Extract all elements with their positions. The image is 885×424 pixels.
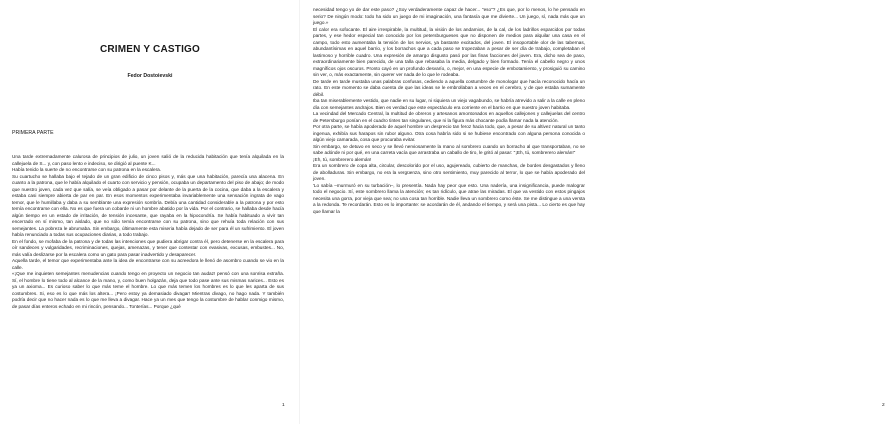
page-number: 1 xyxy=(282,403,285,408)
page-2-body xyxy=(313,7,585,215)
page-1 xyxy=(0,0,300,424)
author-name: Fedor Dostoievski xyxy=(127,73,173,79)
body-text: necesidad tengo yo de dar este paso? ¿Soy verdaderamente capaz de hacer... "eso"? ¿Es que, por lo menos, lo he pensado en serio? De ningún modo: todo ha sido un juego de mi imaginación, una fantasía que me divierte... Un juego, sí, nada más que un juego.» El calor era sofocante. El aire irrespirable, la multitud, la visión de los andamios, de la cal, de los ladrillos esparcidos por todas partes, y ese hedor especial tan conocido por los petersburgueses que no disponen de medios para alquilar una casa en el campo, todo esto aumentaba la tensión de los nervios, ya bastante excitados, del joven. El insoportable olor de las tabernas, abundantísimas en aquel barrio, y los borrachos que a cada paso se tropezaban a pesar de ser día de trabajo, completaban el lastimoso y horrible cuadro. Una expresión de amargo disgusto pasó por las finas facciones del joven. Era, dicho sea de paso, extraordinariamente bien parecido, de una talla que rebasaba la media, delgado y bien formado. Tenía el cabello negro y unos magníficos ojos oscuros. Pronto cayó en un profundo desvarío, o, mejor, en una especie de embotamiento, y prosiguió su camino sin ver, o, más exactamente, sin querer ver nada de lo que le rodeaba. De tarde en tarde mustaba unas palabras confusas, cediendo a aquella costumbre de monologar que hacía reconocido hacía un rato. En este momento se daba cuenta de que las ideas se le embrollaban a veces en el cerebro, y de que estaba sumamente débil. Iba tan miserablemente vestido, que nadie en su lugar, ni siquiera un viejo vagabundo, se habría atrevido a salir a la calle en pleno día con semejantes andrajos. Bien es verdad que este espectáculo era corriente en el barrio en que nuestro joven habitaba. La vecindad del Mercado Central, la multitud de obreros y artesanos amontonados en aquellos callejones y callejuelas del centro de Petersburgo ponían en el cuadro tintes tan singulares, que ni la figura más chocante podía llamar nada la atención. Por otra parte, se había apoderado de aquel hombre un desprecio tan feroz hacia todo, que, a pesar de su altivez natural un tanto ingenua, exhibía sus harapos sin rubor alguno. Otra cosa habría sido si se hubiese encontrado con alguna persona conocida o algún viejo camarada, cosa que procuraba evitar. Sin embargo, se detuvo en seco y se llevó nerviosamente la mano al sombrero cuando un borracho al que transportaban, no se sabe adónde ni por qué, en una carreta vacía que arrastraba un caballo de tiro, le gritó al pasar: "¡Eh, tú, sombrerero alemán!" ¡Eh, tú, sombrerero alemán! Era un sombrero de copa alta, circular, descolorido por el uso, agujereado, cubierto de manchas, de bordes desgastados y lleno de abolladuras. Sin embargo, no era la vergüenza, sino otro sentimiento, muy parecido al terror, lo que se había apoderado del joven. 'Lo sabía –murmuró en su turbación–, lo presentía. Nada hay peor que esto. Una nadería, una insignificancia, puede malograr todo el negocio. Sí, este sombrero llama la atención; es tan ridículo, que atrae las miradas. El que va vestido con estos pingajos necesita una gorra, por vieja que sea; no una cosa tan horrible. Nadie lleva un sombrero como éste. Se me distingue a una versta a la redonda. Te recordarán. Esto es lo importante: se acordarán de él, andando el tiempo, y será una pista... Lo cierto es que hay que llamar la xyxy=(313,7,585,214)
page-number: 2 xyxy=(882,403,885,408)
body-text: Una tarde extremadamente calurosa de principios de julio, un joven salió de la reducida habitación que tenía alquilada en la callejuela de S... y, con paso lento e indeciso, se dirigió al puente K... Había tenido la suerte de no encontrarse con su patrona en la escalera. Su cuartucho se hallaba bajo el tejado de un gran edificio de cinco pisos y, más que una habitación, parecía una alacena. En cuanto a la patrona, que le había alquilado el cuarto con servicio y pensión, ocupaba un departamento del piso de abajo; de modo que nuestro joven, cada vez que salía, se veía obligado a pasar por delante de la puerta de la cocina, que daba a la escalera y estaba casi siempre abierta de par en par. En esos momentos experimentaba invariablemente una sensación ingrata de vago temor, que le humillaba y daba a su semblante una expresión sombría. Debía una cantidad considerable a la patrona y por esto temía encontrarse con ella. No es que fuera un cobarde ni un hombre abatido por la vida. Por el contrario, se hallaba desde hacía algún tiempo en un estado de irritación, de tensión incesante, que rayaba en la hipocondría. Se había habituado a vivir tan encerrado en sí mismo, tan aislado, que no sólo temía encontrarse con su patrona, sino que rehuía toda relación con sus semejantes. La pobreza le abrumaba. Sin embargo, últimamente esta miseria había dejado de ser para él un sufrimiento. El joven había renunciado a todas sus ocupaciones diarias, a todo trabajo. En el fondo, se mofaba de la patrona y de todas las intenciones que pudiera abrigar contra él, pero detenerse en la escalera para oír sandeces y vulgaridades, recriminaciones, quejas, amenazas, y tener que contestar con evasivas, excusas, embustes... No, más valía deslizarse por la escalera como un gato para pasar inadvertido y desaparecer. Aquella tarde, el temor que experimentaba ante la idea de encontrarse con su acreedora le llenó de asombro cuando se vio en la calle. «¡Que me inquieten semejantes menudencias cuando tengo en proyecto un negocio tan audaz! pensó con una sonrisa extraña. Sí, el hombre lo tiene todo al alcance de la mano, y, como buen holgazán, deja que todo pase ante sus mismas narices... Esto es ya un axioma... Es curioso saber lo que más teme el hombre. Lo que más temen los hombres es lo que les aparta de sus costumbres. Si, eso es lo que más los altera... ¡Pero estoy ya demasiado divagar! Mientras divago, no hago nada. Y también podría decir que no hacer nada es lo que me lleva a divagar. Hace ya un mes que tengo la costumbre de hablar conmigo mismo, de pasar días enteros echado en mi rincón, pensando... Tonterías... Porque ¿qué xyxy=(12,154,284,309)
page-1-body xyxy=(12,154,284,310)
part-heading: PRIMERA PARTE xyxy=(12,130,54,136)
document-title: CRIMEN Y CASTIGO xyxy=(99,44,201,55)
